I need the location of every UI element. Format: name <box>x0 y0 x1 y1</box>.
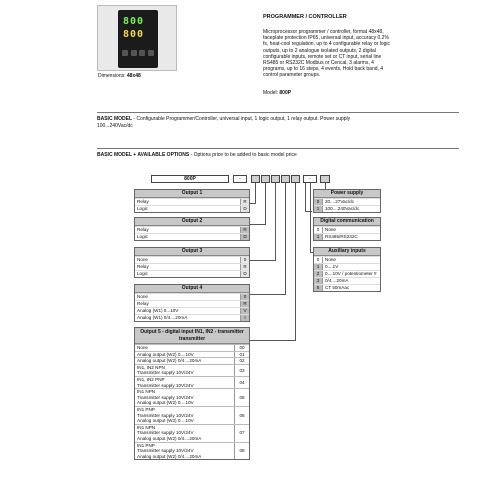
row-label: None <box>137 345 148 350</box>
dimensions-label: Dimensions: <box>98 73 126 79</box>
row-code: 06 <box>234 407 249 424</box>
basic-model-section <box>97 112 459 129</box>
table-row: 1 RS485/RS232C <box>314 233 380 240</box>
row-label: Transmitter supply 10V/24V <box>137 430 194 436</box>
product-title: PROGRAMMER / CONTROLLER <box>263 14 347 20</box>
basic-model-title: BASIC MODEL <box>97 116 132 122</box>
row-label: IN1 NPN <box>137 389 156 395</box>
digital-comm-table <box>313 217 381 241</box>
row-label: Analog output (W2) 0/4....20mA <box>137 435 202 441</box>
row-label: IN1, IN2 PNP <box>137 376 165 382</box>
row-label: Analog output (W2) 0....10V <box>137 400 194 406</box>
output5-table <box>134 327 250 460</box>
table-row: 1 100....240Vac/dc <box>314 205 380 212</box>
desc-line: outputs, up to 2 analogue isolated outputs, 2 digital <box>263 47 376 54</box>
table-row <box>135 388 249 406</box>
row-label: Transmitter supply 10V/24V <box>137 448 194 454</box>
row-code: 01 <box>234 352 249 358</box>
model-line <box>263 90 291 96</box>
aux-inputs-title: Auxiliary inputs <box>314 248 380 256</box>
table-row: 2 0....10V / potentiometer # <box>314 270 380 277</box>
desc-line: control parameter groups. <box>263 72 321 79</box>
controller-faceplate: 800 800 <box>118 10 158 68</box>
table-row <box>135 424 249 442</box>
dimensions-value: 48x48 <box>126 73 141 79</box>
row-code: 03 <box>234 365 249 376</box>
table-row <box>135 344 249 351</box>
table-row: 0 None <box>314 256 380 263</box>
output1-title: Output 1 <box>135 190 249 198</box>
table-row: Relay R <box>135 263 249 270</box>
output5-title-line: transmitter <box>178 335 206 342</box>
desc-line: Microprocessor programmer / controller, format 48x48, <box>263 29 384 35</box>
code-slot-6 <box>320 175 330 183</box>
output5-title-line: Output 5 - digital input IN1, IN2 - transmitter <box>140 329 244 335</box>
output3-table <box>134 247 250 278</box>
table-row: 5 CT 50mAac <box>314 284 380 291</box>
power-supply-table <box>313 189 381 213</box>
row-label: Transmitter supply 10V/24V <box>137 394 194 400</box>
table-row <box>135 364 249 376</box>
model-label: Model: <box>263 90 279 96</box>
table-row: 0 None <box>314 226 380 233</box>
desc-line: programs, up to 16 steps, 4 events, Hold back band, 4 <box>263 66 384 73</box>
options-text: - Options price to be added to basic model price <box>190 152 297 158</box>
table-row: 0 20....27Vac/dc <box>314 198 380 205</box>
dimensions-caption <box>98 73 141 79</box>
desc-line: fs, heat-cool regulation, up to 4 configurable relay or logic <box>263 41 391 48</box>
code-slot-5 <box>291 175 300 183</box>
code-slot-2 <box>261 175 270 183</box>
output3-title: Output 3 <box>135 248 249 256</box>
code-slot-4 <box>281 175 290 183</box>
table-row: Logic D <box>135 233 249 240</box>
row-label: IN1 PNP <box>137 406 155 412</box>
table-row: None 0 <box>135 256 249 263</box>
table-row <box>135 406 249 424</box>
model-code-box <box>151 175 229 183</box>
output4-title: Output 4 <box>135 285 249 293</box>
table-row: None 0 <box>135 293 249 300</box>
table-row: Logic D <box>135 205 249 212</box>
row-label: IN1, IN2 NPN <box>137 364 165 370</box>
basic-model-text: - Configurable Programmer/Controller, universal input, 1 logic output, 1 relay output. Power supply <box>133 116 351 122</box>
table-row <box>135 442 249 460</box>
table-row: Relay R <box>135 198 249 205</box>
table-row: Relay R <box>135 300 249 307</box>
model-value: 800P <box>279 90 292 96</box>
desc-line: faceplate protection IP65, universal input, accuracy 0.2% <box>263 35 389 42</box>
model-code: 800P <box>184 176 196 182</box>
table-row: Analog (W1) 0/4....20mA I <box>135 314 249 321</box>
row-label: Analog output (W2) 0/4....20mA <box>137 358 202 364</box>
row-label: Analog output (W2) 0/4....20mA <box>137 453 202 459</box>
digital-comm-title: Digital communication <box>314 218 380 226</box>
output2-title: Output 2 <box>135 218 249 226</box>
row-code: 08 <box>234 443 249 460</box>
table-row: 1 0....1V <box>314 263 380 270</box>
code-sep-1: - <box>233 175 247 183</box>
code-slot-3 <box>271 175 280 183</box>
table-row: Logic D <box>135 270 249 277</box>
row-label: Transmitter supply 10V/24V <box>137 412 194 418</box>
basic-model-text2: 100...240Vac/dc <box>97 122 133 129</box>
output4-table <box>134 284 250 322</box>
table-row <box>135 357 249 364</box>
row-label: IN1 NPN <box>137 424 156 430</box>
code-sep-2: - <box>303 175 317 183</box>
product-image <box>97 5 177 71</box>
row-code: 04 <box>234 377 249 388</box>
options-section <box>97 148 459 159</box>
row-label: Transmitter supply 10V/24V <box>137 370 194 376</box>
aux-inputs-table <box>313 247 381 292</box>
output5-title <box>135 328 249 344</box>
code-slot-1 <box>251 175 260 183</box>
table-row: 3 0/4....20mA <box>314 277 380 284</box>
row-code: 00 <box>234 345 249 351</box>
desc-line: configurable inputs, remote set or CT input, serial line <box>263 53 382 60</box>
power-supply-title: Power supply <box>314 190 380 198</box>
product-description <box>263 29 390 79</box>
row-code: 07 <box>234 425 249 442</box>
table-row <box>135 351 249 358</box>
row-code: 02 <box>234 358 249 364</box>
row-label: Analog output (W2) 0....10V <box>137 418 194 424</box>
options-title: BASIC MODEL + AVAILABLE OPTIONS <box>97 152 190 158</box>
row-label: Analog output (W2) 0....10V <box>137 351 194 357</box>
row-label: IN1 PNP <box>137 442 155 448</box>
table-row: Analog (W1) 0...10V V <box>135 307 249 314</box>
table-row <box>135 376 249 388</box>
table-row: Relay R <box>135 226 249 233</box>
row-label: Transmitter supply 10V/24V <box>137 382 194 388</box>
output1-table <box>134 189 250 213</box>
desc-line: RS485 or RS232C Modbus or Cencal, 3 alarms, 4 <box>263 60 374 67</box>
output2-table <box>134 217 250 241</box>
row-code: 05 <box>234 389 249 406</box>
